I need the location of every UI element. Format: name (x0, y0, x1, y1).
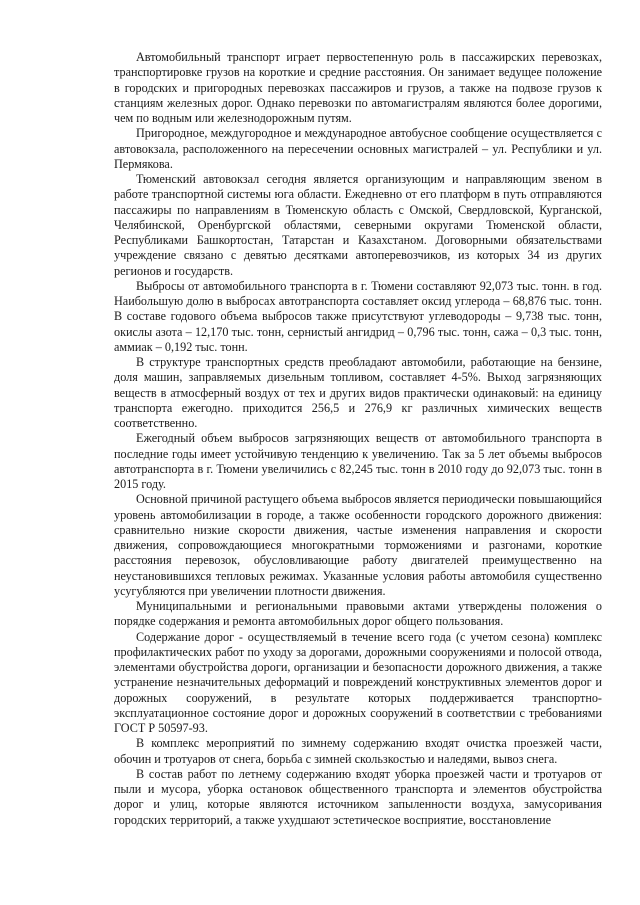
document-page (114, 50, 602, 828)
paragraph-vehicle-structure: В структуре транспортных средств преобладают автомобили, работающие на бензине, доля машин, заправляемых дизельным топливом, составляет 4-5%. Выход загрязняющих веществ в атмосферный воздух от тех и других видов практически одинаковый: на единицу транспорта ежегодно. приходится 256,5 и 276,9 кг различных химических веществ соответственно. (114, 355, 602, 430)
paragraph-emissions-volume: Выбросы от автомобильного транспорта в г. Тюмени составляют 92,073 тыс. тонн. в год. Наибольшую долю в выбросах автотранспорта составляет оксид углерода – 68,876 тыс. тонн. В составе годового объема выбросов также присутствуют углеводороды – 9,738 тыс. тонн, окислы азота – 12,170 тыс. тонн, сернистый ангидрид – 0,796 тыс. тонн, сажа – 0,3 тыс. тонн, аммиак – 0,192 тыс. тонн. (114, 278, 602, 354)
paragraph-road-maintenance: Содержание дорог - осуществляемый в течение всего года (с учетом сезона) комплекс профилактических работ по уходу за дорогами, дорожными сооружениями и полосой отвода, элементами обустройства дороги, организации и безопасности дорожного движения, а также устранение незначительных деформаций и повреждений конструктивных элементов дорог и дорожных сооружений, в результате которых поддерживается транспортно-эксплуатационное состояние дорог и дорожных сооружений в соответствии с требованиями ГОСТ Р 50597-93. (114, 629, 602, 735)
paragraph-summer-maintenance: В состав работ по летнему содержанию входят уборка проезжей части и тротуаров от пыли и мусора, уборка остановок общественного транспорта и элементов обустройства дорог и улиц, которые являются источником запыленности воздуха, замусоривания городских территорий, а также ухудшают эстетическое восприятие, восстановление (114, 766, 602, 827)
paragraph-legal-acts: Муниципальными и региональными правовыми актами утверждены положения о порядке содержания и ремонта автомобильных дорог общего пользования. (114, 599, 602, 629)
paragraph-emissions-trend: Ежегодный объем выбросов загрязняющих веществ от автомобильного транспорта в последние годы имеет устойчивую тенденцию к увеличению. Так за 5 лет объемы выбросов автотранспорта в г. Тюмени увеличились с 82,245 тыс. тонн в 2010 году до 92,073 тыс. тонн в 2015 году. (114, 431, 602, 491)
paragraph-winter-maintenance: В комплекс мероприятий по зимнему содержанию входят очистка проезжей части, обочин и тротуаров от снега, борьба с зимней скользкостью и наледями, вывоз снега. (114, 736, 602, 766)
paragraph-emissions-causes: Основной причиной растущего объема выбросов является периодически повышающийся уровень автомобилизации в городе, а также особенности городского дорожного движения: сравнительно низкие скорости движения, частые изменения направления и скорости движения, сопровождающиеся многократными торможениями и разгонами, короткие расстояния перевозок, обусловливающие работу двигателей преимущественно на неустановившихся тепловых режимах. Указанные условия работы автомобиля существенно усугубляются при увеличении плотности движения. (114, 492, 602, 598)
paragraph-bus-station: Тюменский автовокзал сегодня является организующим и направляющим звеном в работе транспортной системы юга области. Ежедневно от его платформ в путь отправляются пассажиры по направлениям в Тюменскую область с Омской, Свердловской, Курганской, Челябинской, Оренбургской областями, северными округами Тюменской области, Республиками Башкортостан, Татарстан и Казахстаном. Договорными обязательствами учреждение связано с девятью десятками автоперевозчиков, из которых 34 из других регионов и государств. (114, 172, 602, 278)
paragraph-bus-service: Пригородное, междугородное и международное автобусное сообщение осуществляется с автовокзала, расположенного на пересечении основных магистралей – ул. Республики и ул. Пермякова. (114, 126, 602, 171)
paragraph-road-transport-role: Автомобильный транспорт играет первостепенную роль в пассажирских перевозках, транспортировке грузов на короткие и средние расстояния. Он занимает ведущее положение в городских и пригородных перевозках пассажиров и грузов, а также на подвозе грузов к станциям железных дорог. Однако перевозки по автомагистралям являются более дорогими, чем по водным или железнодорожным путям. (114, 50, 602, 125)
